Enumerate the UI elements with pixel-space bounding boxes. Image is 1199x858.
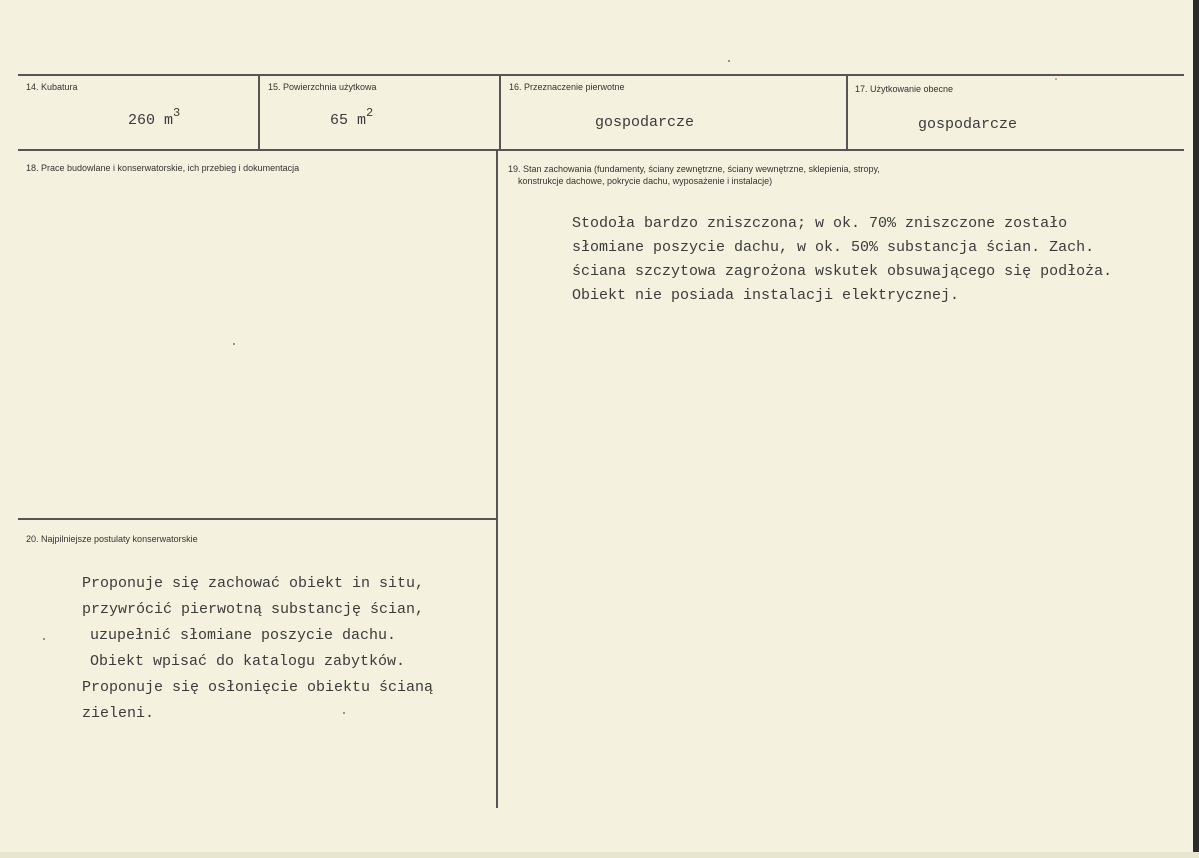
scan-edge-right bbox=[1193, 0, 1199, 858]
field-20-text-line: uzupełnić słomiane poszycie dachu. bbox=[90, 627, 397, 644]
field-19-label-line-2: konstrukcje dachowe, pokrycie dachu, wyposażenie i instalacje) bbox=[518, 176, 773, 186]
field-14-unit-exponent: 3 bbox=[173, 106, 181, 120]
field-15-label: 15. Powierzchnia użytkowa bbox=[268, 82, 377, 92]
field-16-label: 16. Przeznaczenie pierwotne bbox=[509, 82, 625, 92]
field-14-label: 14. Kubatura bbox=[26, 82, 78, 92]
field-19-text-line: Stodoła bardzo zniszczona; w ok. 70% zniszczone zostało bbox=[572, 215, 1068, 232]
field-19-text-line: ściana szczytowa zagrożona wskutek obsuwającego się podłoża. bbox=[572, 263, 1113, 280]
col-divider-16-17 bbox=[846, 76, 848, 149]
field-19-label-line-1: 19. Stan zachowania (fundamenty, ściany zewnętrzne, ściany wewnętrzne, sklepienia, stropy, bbox=[508, 164, 880, 174]
field-17-label: 17. Użytkowanie obecne bbox=[855, 84, 954, 94]
field-17-value: gospodarcze bbox=[918, 116, 1018, 133]
field-20-text-line: przywrócić pierwotną substancję ścian, bbox=[82, 601, 425, 618]
section-18-20-divider bbox=[18, 518, 497, 520]
col-divider-15-16 bbox=[499, 76, 501, 149]
paper-speck bbox=[43, 638, 45, 640]
field-14-value bbox=[128, 108, 180, 129]
field-14-number: 260 m bbox=[128, 112, 174, 129]
field-20-label: 20. Najpilniejsze postulaty konserwatorskie bbox=[26, 534, 198, 544]
col-divider-14-15 bbox=[258, 76, 260, 149]
paper-speck bbox=[728, 60, 730, 62]
field-19-text-line: Obiekt nie posiada instalacji elektrycznej. bbox=[572, 287, 960, 304]
field-16-value: gospodarcze bbox=[595, 114, 695, 131]
field-19-text-line: słomiane poszycie dachu, w ok. 50% substancja ścian. Zach. bbox=[572, 239, 1095, 256]
paper-speck bbox=[343, 712, 345, 714]
field-20-text bbox=[82, 571, 433, 727]
top-rule bbox=[18, 74, 1184, 76]
field-20-text-line: Proponuje się zachować obiekt in situ, bbox=[82, 575, 425, 592]
field-20-text-line: Proponuje się osłonięcie obiektu ścianą bbox=[82, 679, 434, 696]
field-20-text-line: zieleni. bbox=[82, 705, 155, 722]
field-18-label: 18. Prace budowlane i konserwatorskie, ich przebieg i dokumentacja bbox=[26, 163, 300, 173]
scan-edge-bottom bbox=[0, 852, 1199, 858]
field-15-unit-exponent: 2 bbox=[366, 106, 374, 120]
paper-speck bbox=[1055, 78, 1057, 80]
header-row-bottom-rule bbox=[18, 149, 1184, 151]
paper-speck bbox=[233, 343, 235, 345]
field-20-text-line: Obiekt wpisać do katalogu zabytków. bbox=[90, 653, 406, 670]
main-column-divider bbox=[496, 151, 498, 808]
field-15-value bbox=[330, 108, 373, 129]
field-19-text bbox=[572, 212, 1112, 308]
field-15-number: 65 m bbox=[330, 112, 367, 129]
